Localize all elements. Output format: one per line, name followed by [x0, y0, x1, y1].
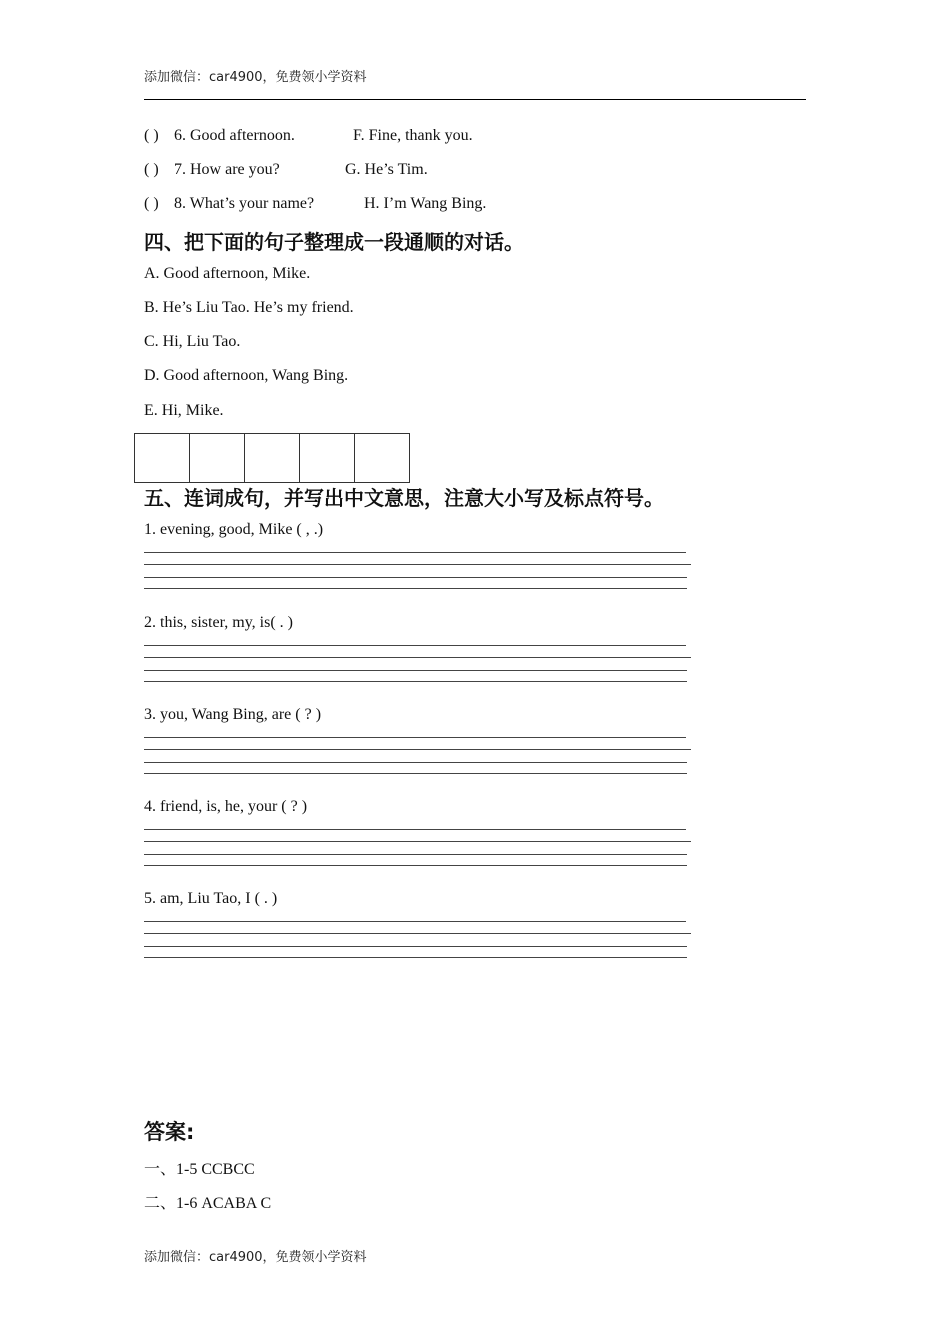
writing-line[interactable] — [144, 645, 686, 646]
sentence-item-3: 3. you, Wang Bing, are ( ? ) — [144, 706, 322, 723]
matching-item-6 — [144, 127, 295, 145]
writing-line[interactable] — [144, 841, 691, 842]
matching-question: 8. What’s your name? — [174, 195, 315, 212]
matching-option-h: H. I’m Wang Bing. — [364, 195, 487, 212]
writing-line[interactable] — [144, 681, 687, 682]
footer-note: 添加微信：car4900，免费领小学资料 — [144, 1250, 367, 1265]
writing-line[interactable] — [144, 749, 691, 750]
writing-line[interactable] — [144, 762, 687, 763]
order-box[interactable] — [190, 434, 245, 482]
writing-line[interactable] — [144, 946, 687, 947]
writing-line[interactable] — [144, 657, 691, 658]
matching-item-7 — [144, 161, 280, 179]
header-note: 添加微信：car4900，免费领小学资料 — [144, 70, 367, 85]
writing-line[interactable] — [144, 957, 687, 958]
writing-line[interactable] — [144, 921, 686, 922]
answer-line-1: 一、1-5 CCBCC — [144, 1161, 255, 1178]
writing-line[interactable] — [144, 773, 687, 774]
writing-line[interactable] — [144, 670, 687, 671]
matching-question: 6. Good afternoon. — [174, 127, 295, 144]
header-rule — [144, 99, 806, 100]
order-box[interactable] — [245, 434, 300, 482]
order-box[interactable] — [355, 434, 409, 482]
answer-blank[interactable]: ( ) — [144, 195, 159, 212]
sentence-item-5: 5. am, Liu Tao, I ( . ) — [144, 890, 278, 907]
order-answer-grid — [134, 433, 410, 483]
writing-line[interactable] — [144, 577, 687, 578]
writing-line[interactable] — [144, 865, 687, 866]
sentence-item-4: 4. friend, is, he, your ( ? ) — [144, 798, 308, 815]
matching-option-g: G. He’s Tim. — [345, 161, 428, 178]
sentence-b: B. He’s Liu Tao. He’s my friend. — [144, 299, 354, 316]
sentence-a: A. Good afternoon, Mike. — [144, 265, 311, 282]
sentence-item-1: 1. evening, good, Mike ( , .) — [144, 521, 324, 538]
sentence-e: E. Hi, Mike. — [144, 402, 224, 419]
writing-line[interactable] — [144, 933, 691, 934]
sentence-d: D. Good afternoon, Wang Bing. — [144, 367, 349, 384]
answer-blank[interactable]: ( ) — [144, 161, 159, 178]
answer-line-2: 二、1-6 ACABA C — [144, 1195, 272, 1212]
writing-line[interactable] — [144, 854, 687, 855]
writing-line[interactable] — [144, 564, 691, 565]
writing-line[interactable] — [144, 829, 686, 830]
sentence-item-2: 2. this, sister, my, is( . ) — [144, 614, 293, 631]
answers-title: 答案: — [144, 1120, 195, 1144]
matching-option-f: F. Fine, thank you. — [353, 127, 473, 144]
answer-blank[interactable]: ( ) — [144, 127, 159, 144]
section4-title: 四、把下面的句子整理成一段通顺的对话。 — [144, 230, 524, 254]
writing-line[interactable] — [144, 552, 686, 553]
writing-line[interactable] — [144, 737, 686, 738]
order-box[interactable] — [300, 434, 355, 482]
order-box[interactable] — [135, 434, 190, 482]
matching-question: 7. How are you? — [174, 161, 280, 178]
section5-title: 五、连词成句，并写出中文意思，注意大小写及标点符号。 — [144, 486, 664, 510]
writing-line[interactable] — [144, 588, 687, 589]
matching-item-8 — [144, 195, 314, 213]
sentence-c: C. Hi, Liu Tao. — [144, 333, 241, 350]
